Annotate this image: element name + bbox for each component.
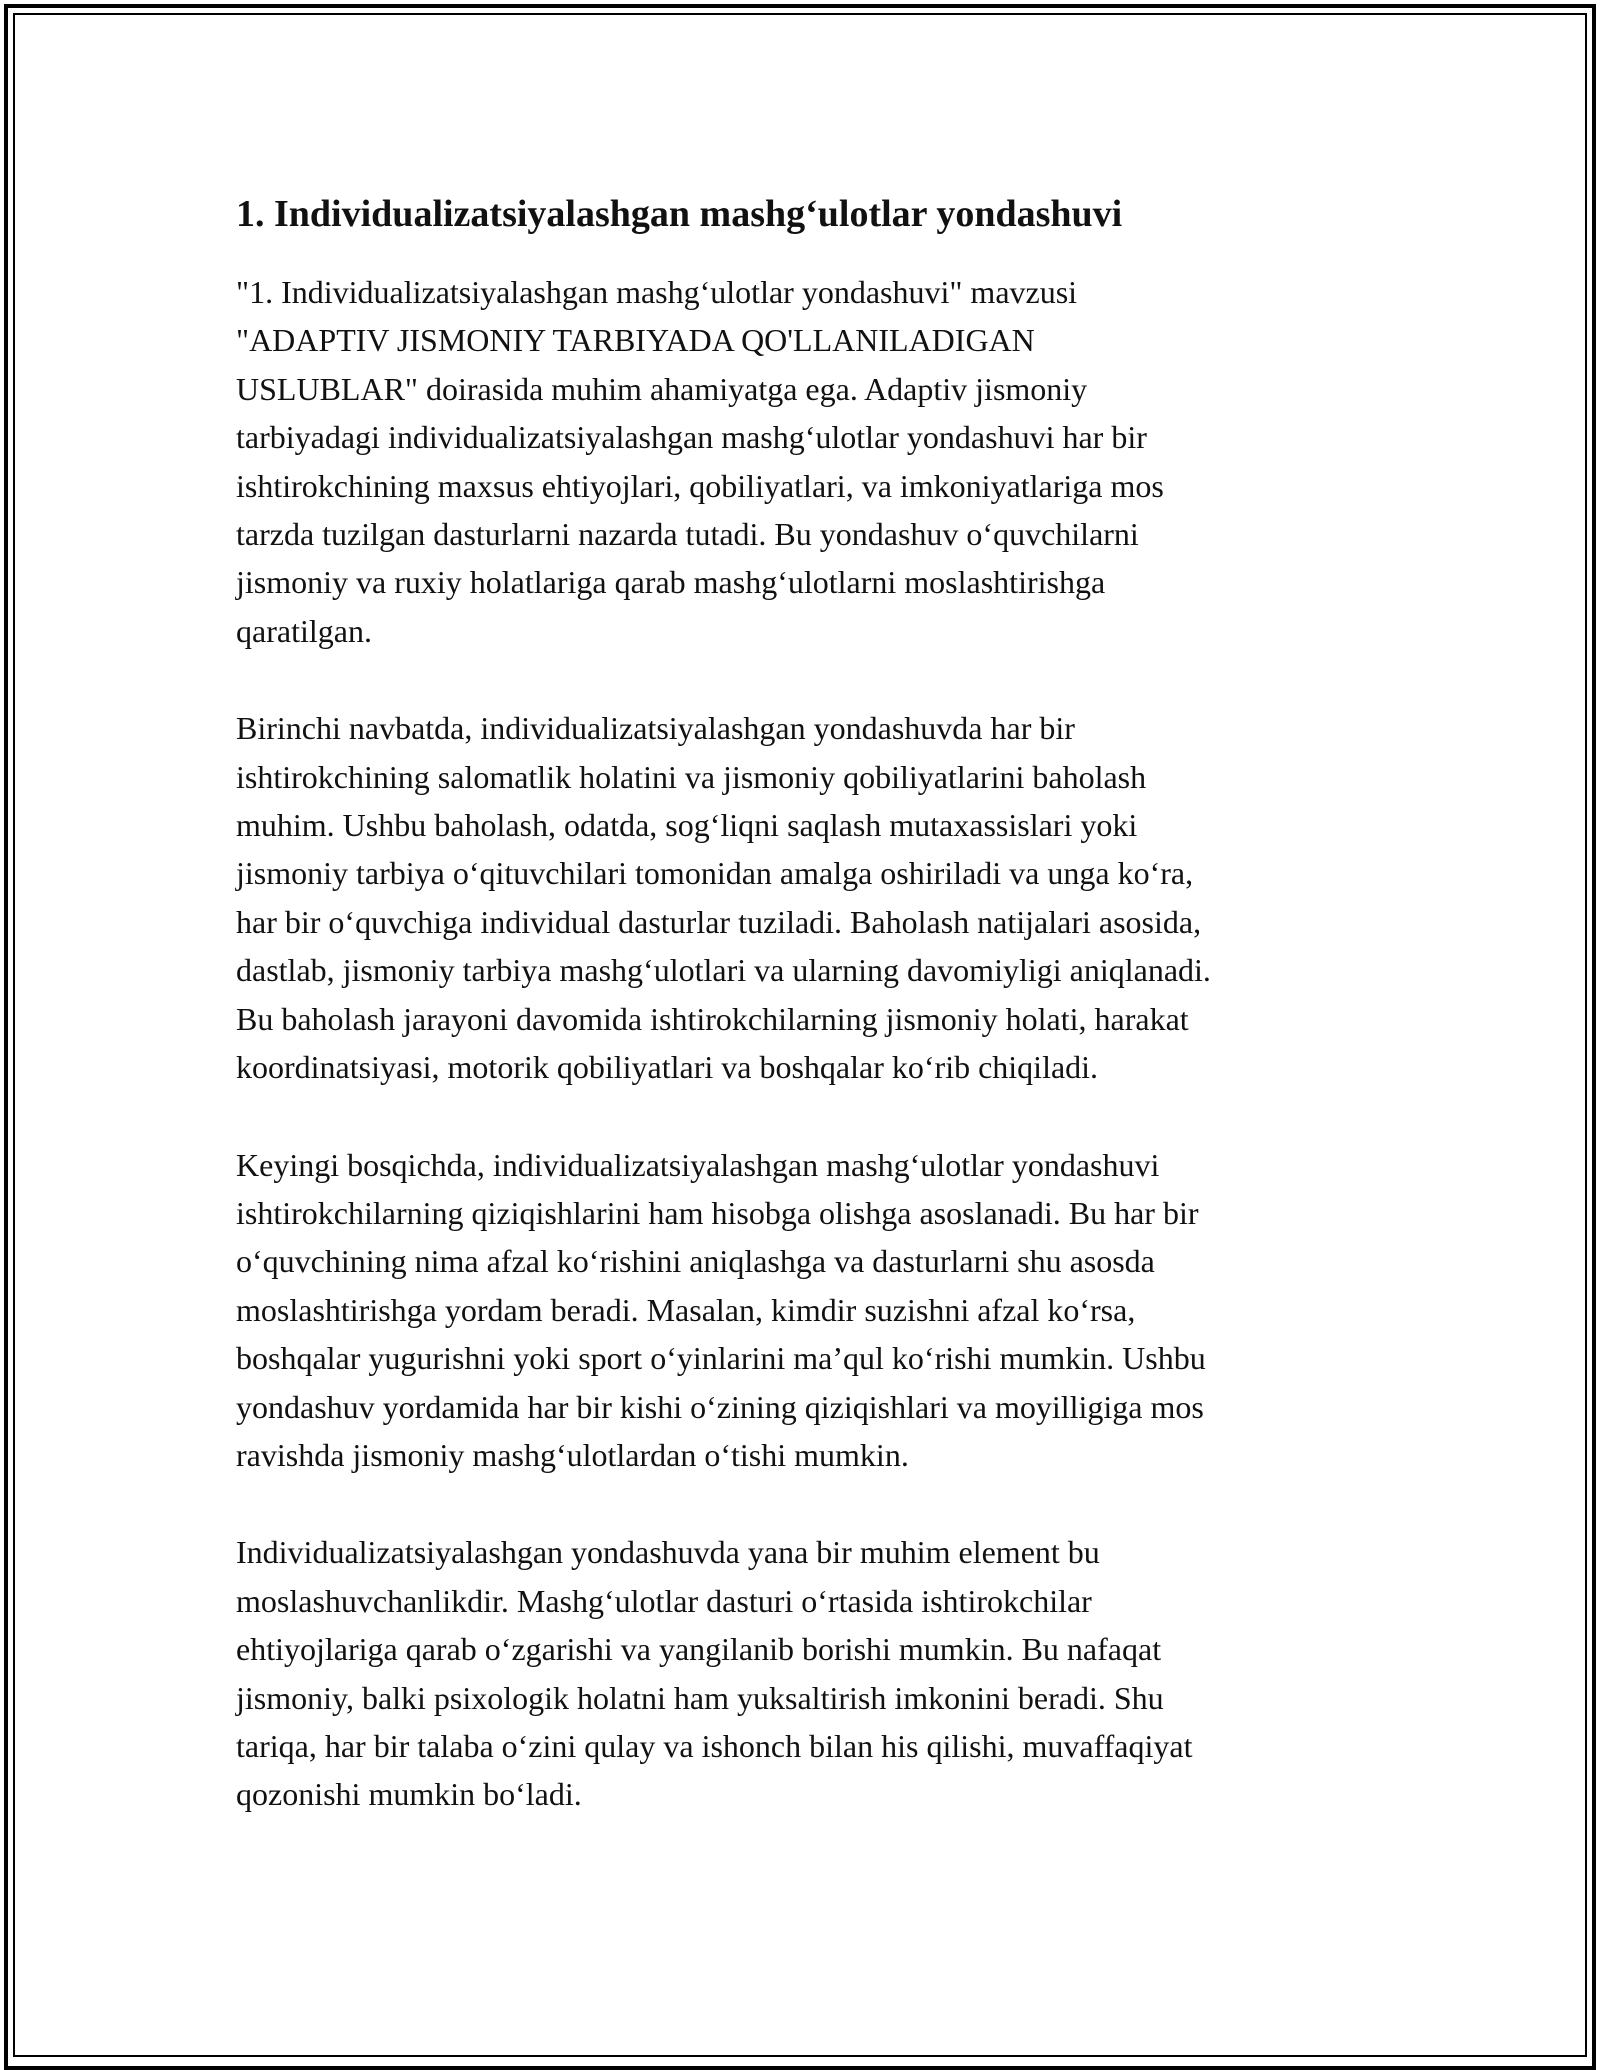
- paragraph-assessment: Birinchi navbatda, individualizatsiyalashgan yondashuvda har bir ishtirokchining salomatlik holatini va jismoniy qobiliyatlarini baholash muhim. Ushbu baholash, odatda, sog‘liqni saqlash mutaxassislari yoki jismoniy tarbiya o‘qituvchilari tomonidan amalga oshiriladi va unga ko‘ra, har bir o‘quvchiga individual dasturlar tuziladi. Baholash natijalari asosida, dastlab, jismoniy tarbiya mashg‘ulotlari va ularning davomiyligi aniqlanadi. Bu baholash jarayoni davomida ishtirokchilarning jismoniy holati, harakat koordinatsiyasi, motorik qobiliyatlari va boshqalar ko‘rib chiqiladi.: [236, 710, 1211, 1086]
- paragraph-flexibility: Individualizatsiyalashgan yondashuvda yana bir muhim element bu moslashuvchanlikdir. Mashg‘ulotlar dasturi o‘rtasida ishtirokchilar ehtiyojlariga qarab o‘zgarishi va yangilanib borishi mumkin. Bu nafaqat jismoniy, balki psixologik holatni ham yuksaltirish imkonini beradi. Shu tariqa, har bir talaba o‘zini qulay va ishonch bilan his qilishi, muvaffaqiyat qozonishi mumkin bo‘ladi.: [236, 1534, 1193, 1813]
- document-page: [236, 186, 1364, 1868]
- paragraph-intro: "1. Individualizatsiyalashgan mashg‘ulotlar yondashuvi" mavzusi "ADAPTIV JISMONIY TARBIYADA QO'LLANILADIGAN USLUBLAR" doirasida muhim ahamiyatga ega. Adaptiv jismoniy tarbiyadagi individualizatsiyalashgan mashg‘ulotlar yondashuvi har bir ishtirokchining maxsus ehtiyojlari, qobiliyatlari, va imkoniyatlariga mos tarzda tuzilgan dasturlarni nazarda tutadi. Bu yondashuv o‘quvchilarni jismoniy va ruxiy holatlariga qarab mashg‘ulotlarni moslashtirishga qaratilgan.: [236, 274, 1164, 649]
- page-title: 1. Individualizatsiyalashgan mashg‘ulotlar yondashuvi: [236, 193, 1123, 235]
- paragraph-interests: Keyingi bosqichda, individualizatsiyalashgan mashg‘ulotlar yondashuvi ishtirokchilarning qiziqishlarini ham hisobga olishga asoslanadi. Bu har bir o‘quvchining nima afzal ko‘rishini aniqlashga va dasturlarni shu asosda moslashtirishga yordam beradi. Masalan, kimdir suzishni afzal ko‘rsa, boshqalar yugurishni yoki sport o‘yinlarini ma’qul ko‘rishi mumkin. Ushbu yondashuv yordamida har bir kishi o‘zining qiziqishlari va moyilligiga mos ravishda jismoniy mashg‘ulotlardan o‘tishi mumkin.: [236, 1146, 1206, 1473]
